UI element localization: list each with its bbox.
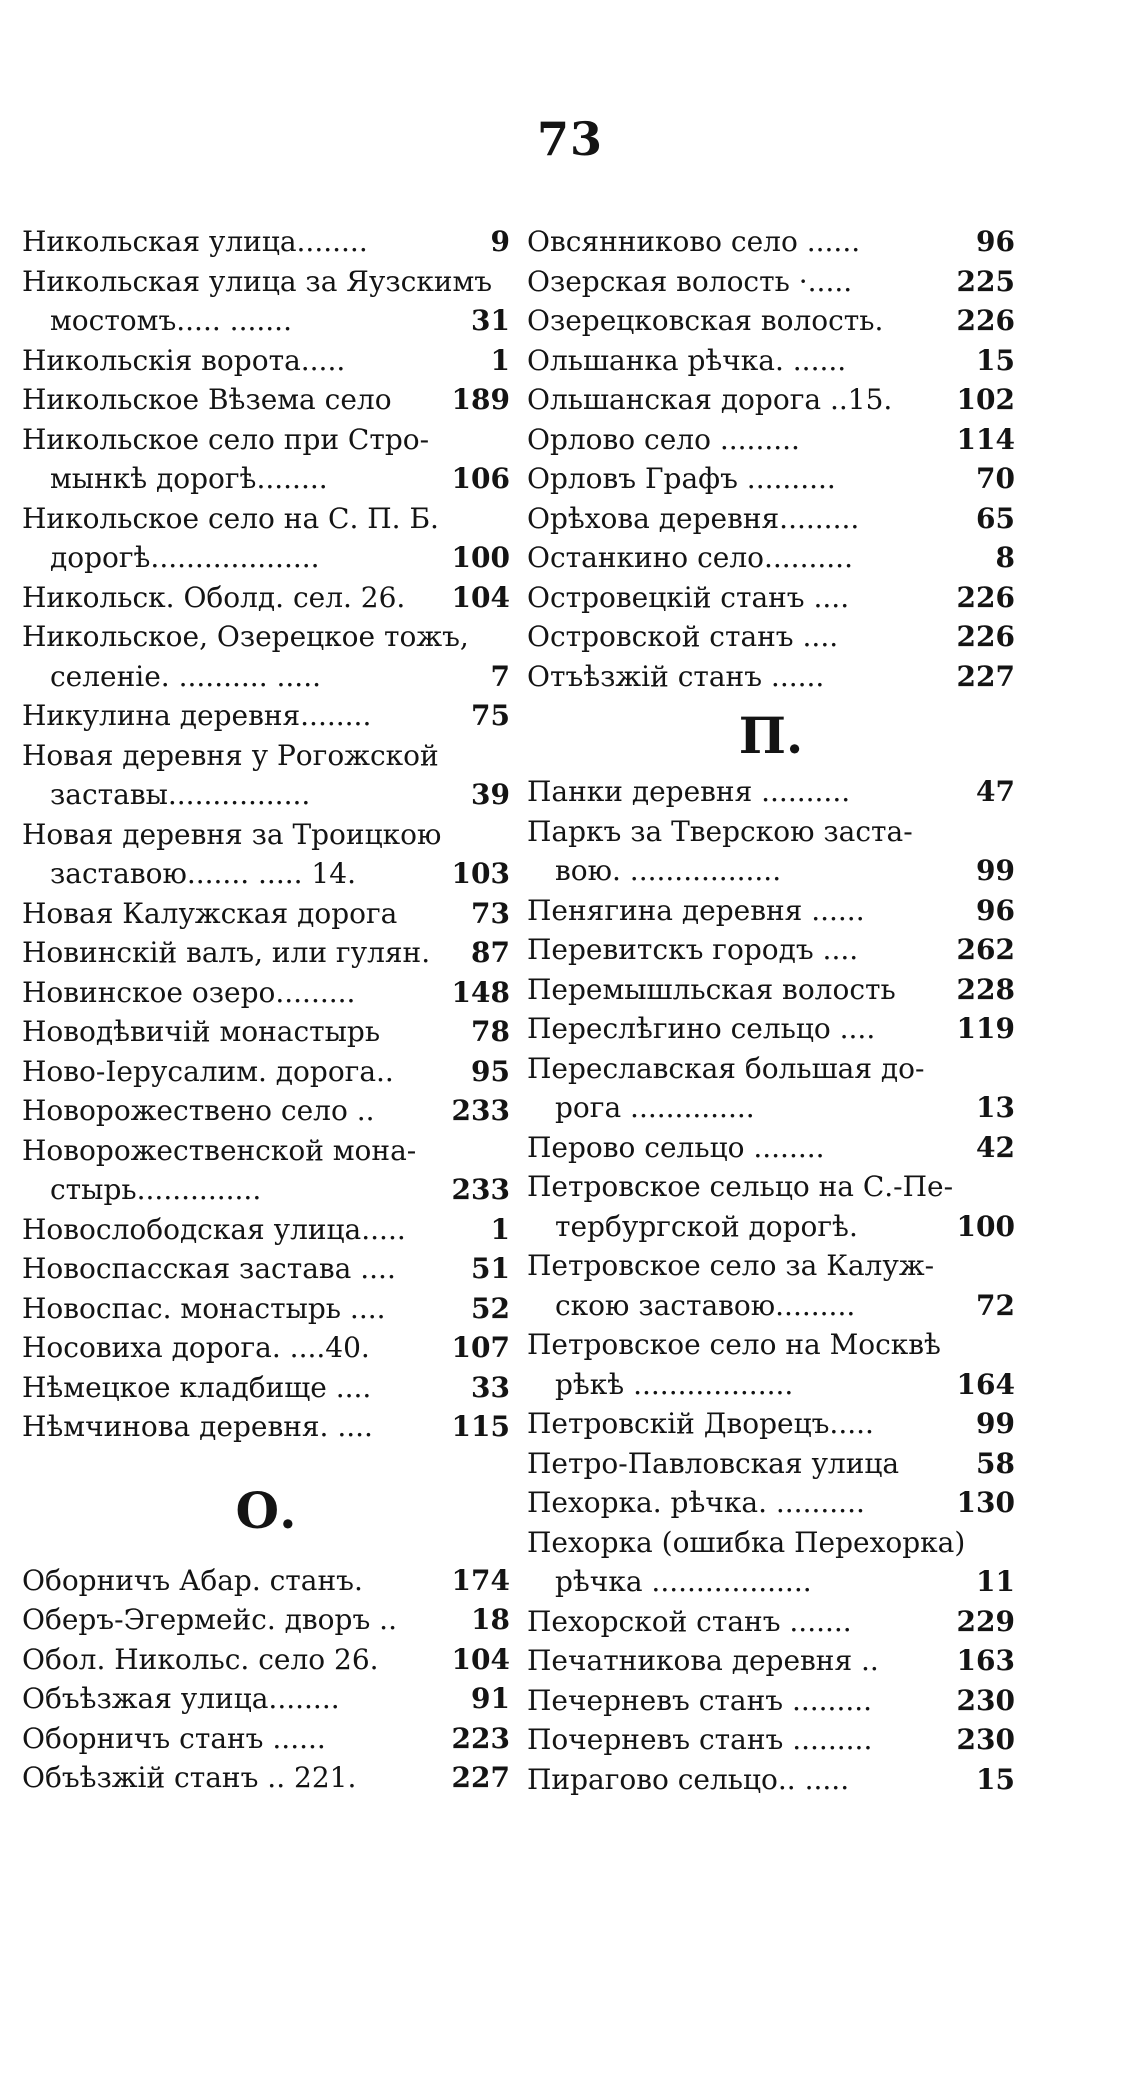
entry-page-number: 39 [471, 778, 510, 811]
index-entry [22, 933, 510, 973]
entry-text: Петровское село на Москвѣ [527, 1328, 941, 1361]
entry-text: Петровское село за Калуж- [527, 1249, 935, 1282]
entry-page-number: 233 [451, 1094, 510, 1127]
entry-text: Новослободская улица..... [22, 1212, 406, 1246]
entry-text: тербургской дорогѣ. [555, 1209, 858, 1243]
entry-text: Озерская волость ·..... [527, 264, 853, 298]
entry-page-number: 174 [451, 1563, 510, 1597]
index-entry [22, 1640, 510, 1680]
index-entry [22, 1368, 510, 1408]
entry-text: Островецкій станъ .... [527, 580, 850, 614]
entry-text: скою заставою......... [555, 1288, 856, 1322]
entry-page-number: 230 [956, 1723, 1015, 1756]
entry-page-number: 15 [976, 343, 1015, 377]
index-entry [527, 1128, 1015, 1168]
entry-text: Петровское сельцо на С.-Пе- [527, 1170, 954, 1203]
entry-text: Никольскія ворота..... [22, 343, 346, 377]
index-entry [22, 1328, 510, 1368]
entry-page-number: 103 [451, 857, 510, 890]
entry-page-number: 87 [471, 936, 510, 969]
entry-page-number: 228 [956, 972, 1015, 1006]
entry-text: Печерневъ станъ ......... [527, 1683, 873, 1717]
entry-text: Оборничъ Абар. станъ. [22, 1563, 363, 1597]
entry-page-number: 31 [471, 304, 510, 337]
entry-text: Оберъ-Эгермейс. дворъ .. [22, 1603, 397, 1636]
index-entry [527, 1009, 1015, 1049]
entry-text: Новодѣвичій монастырь [22, 1015, 381, 1048]
index-entry [22, 973, 510, 1013]
entry-text: Объѣзжая улица........ [22, 1682, 340, 1715]
index-entry-continuation [22, 775, 510, 815]
index-entry [527, 538, 1015, 578]
index-entry [527, 970, 1015, 1010]
entry-page-number: 99 [976, 1407, 1015, 1440]
index-entry-continuation [527, 1286, 1015, 1326]
entry-text: селеніе. .......... ..... [50, 659, 322, 693]
entry-text: Никольская улица за Яузскимъ [22, 264, 493, 298]
entry-page-number: 13 [976, 1091, 1015, 1124]
entry-text: Новоспас. монастырь .... [22, 1291, 386, 1325]
index-entry [527, 1720, 1015, 1760]
entry-page-number: 262 [956, 933, 1015, 966]
entry-text: Никольск. Оболд. сел. 26. [22, 580, 406, 614]
entry-text: рѣкѣ .................. [555, 1367, 794, 1401]
entry-text: Никулина деревня........ [22, 699, 372, 732]
entry-page-number: 163 [956, 1644, 1015, 1677]
index-entry [22, 222, 510, 262]
entry-text: Почерневъ станъ ......... [527, 1723, 873, 1756]
index-entry [527, 341, 1015, 381]
entry-text: мостомъ..... ....... [50, 304, 292, 337]
entry-text: Орловъ Графъ .......... [527, 462, 836, 495]
entry-text: Ольшанка рѣчка. ...... [527, 343, 847, 377]
index-entry-continuation [22, 657, 510, 697]
entry-text: Перемышльская волость [527, 972, 896, 1006]
index-entry [527, 459, 1015, 499]
index-entry [527, 1602, 1015, 1642]
right-column [527, 222, 1015, 1799]
entry-page-number: 227 [956, 659, 1015, 693]
index-entry [527, 1325, 1015, 1365]
entry-text: Пехорка (ошибка Перехорка) [527, 1525, 966, 1559]
index-entry [527, 617, 1015, 657]
entry-page-number: 7 [490, 659, 510, 693]
entry-page-number: 96 [976, 225, 1015, 258]
index-entry [527, 262, 1015, 302]
entry-page-number: 70 [976, 462, 1015, 495]
index-entry [22, 1758, 510, 1798]
entry-text: Пехорской станъ ....... [527, 1604, 852, 1638]
entry-text: Никольское село при Стро- [22, 422, 430, 456]
entry-text: Никольское Вѣзема село [22, 383, 392, 416]
entry-page-number: 226 [956, 580, 1015, 614]
entry-text: Овсянниково село ...... [527, 225, 861, 258]
entry-text: Паркъ за Тверскою заста- [527, 814, 913, 848]
index-entry [527, 1167, 1015, 1207]
entry-page-number: 227 [451, 1761, 510, 1794]
index-entry [22, 420, 510, 460]
index-entry [527, 1681, 1015, 1721]
section-heading-p: П. [738, 706, 804, 765]
entry-text: Островской станъ .... [527, 620, 839, 653]
entry-text: Новая Калужская дорога [22, 896, 398, 930]
entry-text: Обол. Никольс. село 26. [22, 1642, 379, 1676]
entry-text: Останкино село.......... [527, 541, 853, 574]
entry-page-number: 47 [976, 775, 1015, 808]
index-entry [527, 1246, 1015, 1286]
index-entry [527, 578, 1015, 618]
entry-page-number: 130 [956, 1486, 1015, 1519]
entry-page-number: 223 [451, 1721, 510, 1755]
entry-text: Перово сельцо ........ [527, 1130, 825, 1164]
index-entry [527, 1483, 1015, 1523]
index-entry [527, 772, 1015, 812]
entry-text: Ново-Іерусалим. дорога.. [22, 1054, 394, 1088]
entry-page-number: 1 [490, 343, 510, 377]
index-entry [22, 1012, 510, 1052]
entry-page-number: 99 [976, 854, 1015, 887]
entry-text: Петровскій Дворецъ..... [527, 1407, 874, 1440]
right-index-entries [527, 222, 1015, 696]
index-entry [527, 812, 1015, 852]
index-entry [22, 1600, 510, 1640]
index-entry-continuation [527, 1562, 1015, 1602]
index-entry-continuation [527, 1088, 1015, 1128]
entry-text: Переславская большая до- [527, 1051, 925, 1085]
index-entry [527, 1404, 1015, 1444]
entry-page-number: 102 [956, 383, 1015, 416]
entry-page-number: 78 [471, 1015, 510, 1048]
entry-page-number: 164 [956, 1367, 1015, 1401]
page-number: 73 [536, 112, 603, 166]
entry-page-number: 73 [471, 896, 510, 930]
entry-text: Печатникова деревня .. [527, 1644, 879, 1677]
entry-page-number: 115 [451, 1410, 510, 1443]
entry-page-number: 226 [956, 304, 1015, 337]
index-entry-continuation [527, 1207, 1015, 1247]
entry-text: Новоспасская застава .... [22, 1252, 396, 1285]
entry-text: вою. ................. [555, 854, 782, 887]
index-entry [22, 1679, 510, 1719]
entry-page-number: 33 [471, 1370, 510, 1404]
entry-text: Орлово село ......... [527, 422, 800, 456]
index-entry [22, 736, 510, 776]
section-heading-o: О. [235, 1480, 297, 1540]
entry-text: Нѣмчинова деревня. .... [22, 1410, 373, 1443]
entry-text: Никольская улица........ [22, 225, 368, 258]
entry-text: Новинскій валъ, или гулян. [22, 936, 431, 969]
index-entry [22, 1210, 510, 1250]
index-entry-continuation [22, 538, 510, 578]
entry-text: дорогѣ................... [50, 541, 320, 574]
index-entry [527, 1049, 1015, 1089]
entry-text: Новорожествено село .. [22, 1094, 375, 1127]
entry-page-number: 114 [956, 422, 1015, 456]
entry-text: Оборничъ станъ ...... [22, 1721, 326, 1755]
entry-text: Новорожественской мона- [22, 1133, 417, 1167]
entry-text: Никольское, Озерецкое тожъ, [22, 620, 469, 653]
entry-text: Панки деревня .......... [527, 775, 851, 808]
entry-text: Пенягина деревня ...... [527, 893, 865, 927]
index-entry [22, 380, 510, 420]
index-entry-continuation [527, 851, 1015, 891]
entry-text: Нѣмецкое кладбище .... [22, 1370, 372, 1404]
index-entry [22, 894, 510, 934]
section-p-entries [527, 772, 1015, 1799]
entry-text: Новая деревня за Троицкою [22, 817, 442, 851]
entry-page-number: 104 [451, 1642, 510, 1676]
entry-text: Переслѣгино сельцо .... [527, 1012, 876, 1045]
entry-text: Отъѣзжій станъ ...... [527, 659, 825, 693]
entry-page-number: 100 [956, 1209, 1015, 1243]
entry-text: рѣчка .................. [555, 1565, 812, 1598]
index-entry [22, 1131, 510, 1171]
entry-page-number: 91 [471, 1682, 510, 1715]
index-entry [22, 1052, 510, 1092]
index-entry [22, 578, 510, 618]
entry-text: Пехорка. рѣчка. .......... [527, 1486, 865, 1519]
entry-text: Носовиха дорога. ....40. [22, 1331, 370, 1364]
index-entry [527, 420, 1015, 460]
entry-text: заставою....... ..... 14. [50, 857, 356, 890]
entry-text: Орѣхова деревня......... [527, 501, 860, 535]
index-entry [22, 262, 510, 302]
index-entry [22, 499, 510, 539]
index-entry [527, 930, 1015, 970]
entry-page-number: 95 [471, 1054, 510, 1088]
entry-page-number: 15 [976, 1762, 1015, 1796]
section-o-entries [22, 1561, 510, 1798]
index-entry [22, 1289, 510, 1329]
entry-page-number: 119 [956, 1012, 1015, 1045]
entry-page-number: 9 [490, 225, 510, 258]
entry-text: Перевитскъ городъ .... [527, 933, 859, 966]
entry-page-number: 72 [976, 1288, 1015, 1322]
index-entry [22, 1091, 510, 1131]
index-entry [22, 617, 510, 657]
index-entry [22, 1249, 510, 1289]
entry-text: заставы................ [50, 778, 311, 811]
index-entry [527, 1760, 1015, 1800]
entry-page-number: 58 [976, 1446, 1015, 1480]
index-entry [527, 1444, 1015, 1484]
entry-page-number: 96 [976, 893, 1015, 927]
index-entry-continuation [22, 301, 510, 341]
index-entry-continuation [22, 1170, 510, 1210]
entry-page-number: 1 [490, 1212, 510, 1246]
entry-page-number: 52 [471, 1291, 510, 1325]
left-index-entries [22, 222, 510, 1447]
entry-text: мынкѣ дорогѣ........ [50, 462, 328, 495]
index-entry [527, 657, 1015, 697]
entry-text: Новинское озеро......... [22, 975, 356, 1009]
entry-text: рога .............. [555, 1091, 755, 1124]
index-entry-continuation [22, 854, 510, 894]
entry-page-number: 226 [956, 620, 1015, 653]
index-entry [22, 1561, 510, 1601]
index-entry [527, 499, 1015, 539]
entry-page-number: 148 [451, 975, 510, 1009]
index-entry [527, 380, 1015, 420]
index-entry [22, 1719, 510, 1759]
entry-text: Объѣзжій станъ .. 221. [22, 1761, 357, 1794]
entry-page-number: 104 [451, 580, 510, 614]
entry-page-number: 100 [451, 541, 510, 574]
entry-page-number: 75 [471, 699, 510, 732]
entry-page-number: 18 [471, 1603, 510, 1636]
index-entry-continuation [22, 459, 510, 499]
index-entry [527, 891, 1015, 931]
index-entry [22, 1407, 510, 1447]
entry-page-number: 11 [976, 1565, 1015, 1598]
entry-text: Новая деревня у Рогожской [22, 738, 439, 772]
index-entry [527, 222, 1015, 262]
entry-page-number: 230 [956, 1683, 1015, 1717]
entry-page-number: 189 [451, 383, 510, 416]
entry-text: Озерецковская волость. [527, 304, 884, 337]
entry-page-number: 106 [451, 462, 510, 495]
entry-page-number: 233 [451, 1173, 510, 1206]
entry-page-number: 51 [471, 1252, 510, 1285]
index-entry [22, 696, 510, 736]
entry-text: Никольское село на С. П. Б. [22, 501, 439, 535]
entry-page-number: 65 [976, 501, 1015, 535]
entry-text: Пирагово сельцо.. ..... [527, 1762, 850, 1796]
index-entry [527, 1523, 1015, 1563]
entry-page-number: 229 [956, 1604, 1015, 1638]
entry-text: Ольшанская дорога ..15. [527, 383, 893, 416]
index-entry [527, 301, 1015, 341]
entry-text: стырь.............. [50, 1173, 262, 1206]
index-entry [527, 1641, 1015, 1681]
index-entry-continuation [527, 1365, 1015, 1405]
entry-page-number: 42 [976, 1130, 1015, 1164]
entry-page-number: 8 [995, 541, 1015, 574]
left-column [22, 222, 510, 1798]
entry-text: Петро-Павловская улица [527, 1446, 900, 1480]
entry-page-number: 107 [451, 1331, 510, 1364]
index-entry [22, 815, 510, 855]
index-entry [22, 341, 510, 381]
entry-page-number: 225 [956, 264, 1015, 298]
